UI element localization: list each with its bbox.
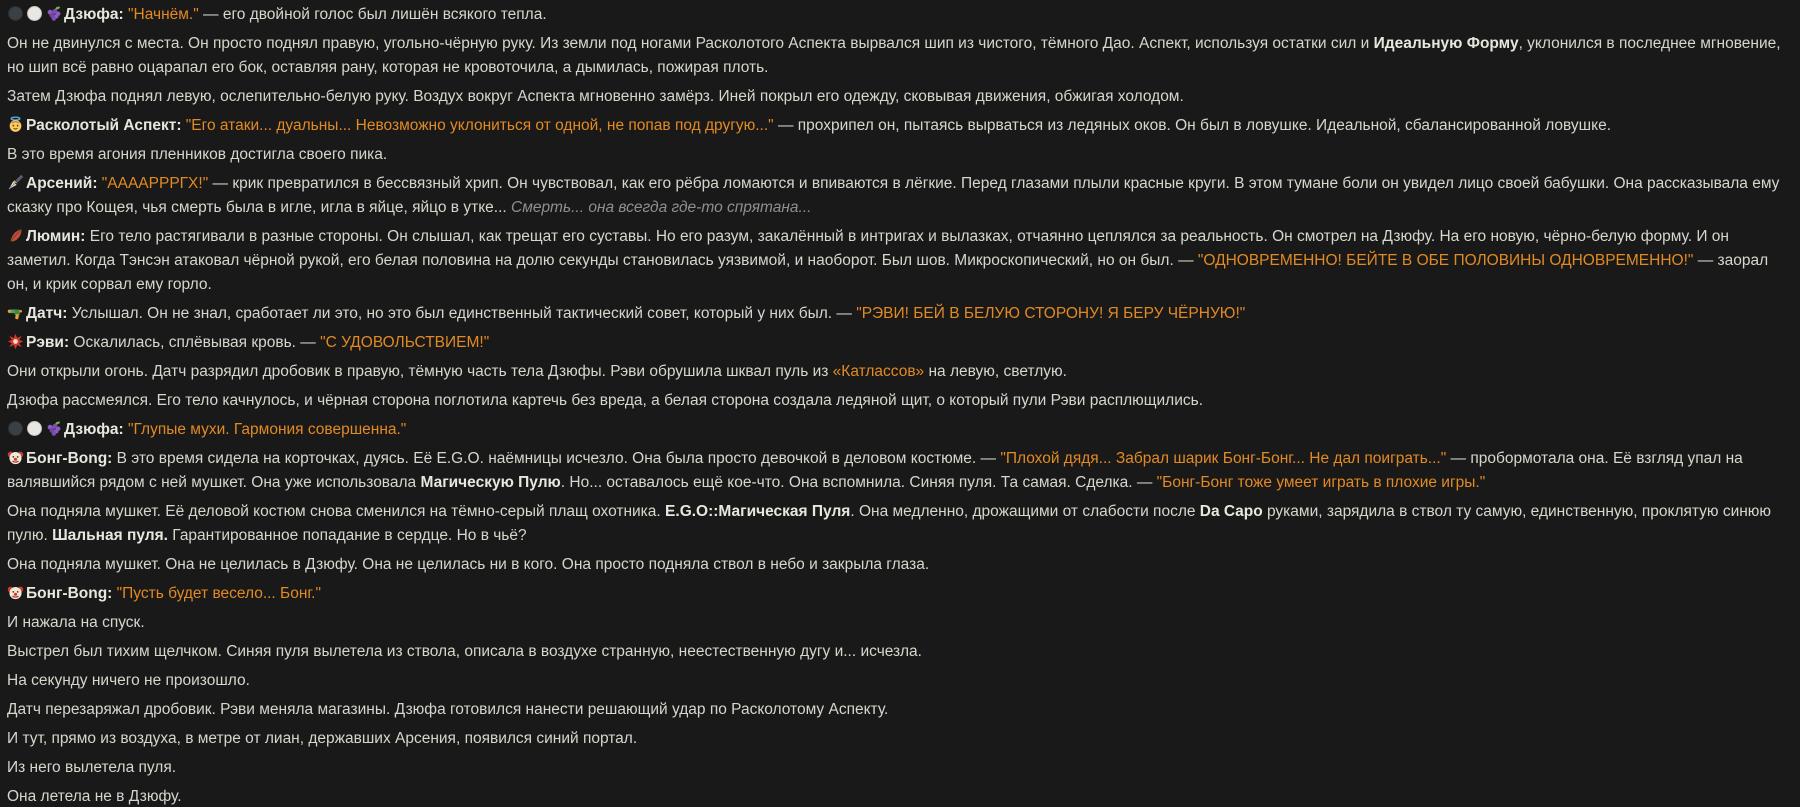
text-run: Шальная пуля. (52, 527, 168, 544)
paragraph (7, 85, 1788, 109)
paragraph (7, 756, 1788, 780)
text-run: Бонг-Bong: (26, 450, 113, 467)
text-run: Она подняла мушкет. Её деловой костюм снова сменился на тёмно-серый плащ охотника. (7, 503, 666, 520)
text-run: "Пусть будет весело... Бонг." (112, 585, 321, 602)
text-run: Дзюфа: (64, 421, 124, 438)
paragraph (7, 302, 1788, 326)
text-run: "С УДОВОЛЬСТВИЕМ!" (320, 334, 490, 351)
text-run: Услышал. Он не знал, сработает ли это, но это был единственный тактический совет, который у них был. — (67, 305, 857, 322)
text-run: . Она медленно, дрожащими от слабости после (850, 503, 1200, 520)
feather-icon (7, 227, 24, 244)
paragraph (7, 3, 1788, 27)
text-run: В это время сидела на корточках, дуясь. Её E.G.O. наёмницы исчезло. Она была просто девочкой в деловом костюме. — (112, 450, 1001, 467)
text-run: Она подняла мушкет. Она не целилась в Дзюфу. Она не целилась ни в кого. Она просто подняла ствол в небо и закрыла глаза. (7, 556, 930, 573)
text-run: руками, зарядила в ствол ту самую, единственную, проклятую синюю пулю. (7, 503, 1772, 544)
text-run: Датч перезаряжал дробовик. Рэви меняла магазины. Дзюфа готовился нанести решающий удар по Расколотому Аспекту. (7, 701, 889, 718)
paragraph (7, 172, 1788, 220)
text-run: Идеальную Форму (1373, 35, 1519, 52)
text-run: — крик превратился в бессвязный хрип. Он чувствовал, как его рёбра ломаются и впиваются в лёгкие. Перед глазами плыли красные круги. В этом тумане боли он увидел лицо своей бабушки. Она рассказывала ему сказку про Кощея, чья смерть была в игле, игла в яйце, яйцо в утке... (7, 175, 1780, 216)
text-run: — его двойной голос был лишён всякого тепла. (198, 6, 547, 23)
paragraph (7, 727, 1788, 751)
baby-angel-icon (7, 116, 24, 133)
text-run: . Но... оставалось ещё кое-что. Она вспомнила. Синяя пуля. Та самая. Сделка. — (560, 474, 1157, 491)
text-run: "ААААРРРГХ!" (97, 175, 209, 192)
text-run: — прохрипел он, пытаясь вырваться из ледяных оков. Он был в ловушке. Идеальной, сбалансированной ловушке. (773, 117, 1611, 134)
pen-nib-icon (7, 174, 24, 191)
clown-face-icon (7, 449, 24, 466)
white-circle-icon (26, 420, 43, 437)
text-run: "Начнём." (123, 6, 199, 23)
paragraph (7, 640, 1788, 664)
paragraph (7, 418, 1788, 442)
text-run: Оскалилась, сплёвывая кровь. — (69, 334, 321, 351)
text-run: "Плохой дядя... Забрал шарик Бонг-Бонг... Не дал поиграть..." (1000, 450, 1447, 467)
paragraph (7, 389, 1788, 413)
text-run: Дзюфа рассмеялся. Его тело качнулось, и чёрная сторона поглотила картечь без вреда, а белая сторона создала ледяной щит, о который пули Рэви расплющились. (7, 392, 1204, 409)
text-run: Арсений: (26, 175, 98, 192)
paragraph (7, 32, 1788, 80)
collision-icon (7, 333, 24, 350)
paragraph (7, 114, 1788, 138)
paragraph (7, 553, 1788, 577)
paragraph (7, 500, 1788, 548)
text-run: — пробормотала она. Её взгляд упал на валявшийся рядом с ней мушкет. Она уже использовала (7, 450, 1743, 491)
text-run: Расколотый Аспект: (26, 117, 182, 134)
text-run: Его тело растягивали в разные стороны. Он слышал, как трещат его суставы. Но его разум, закалённый в интригах и вылазках, отчаянно цеплялся за реальность. Он смотрел на Дзюфу. На его новую, чёрно-белую форму. И он заметил. Когда Тэнсэн атаковал чёрной рукой, его белая половина на долю секунды становилась уязвимой, и наоборот. Был шов. Микроскопический, но он был. — (7, 228, 1729, 269)
text-run: "Его атаки... дуальны... Невозможно уклониться от одной, не попав под другую..." (181, 117, 774, 134)
paragraph (7, 698, 1788, 722)
text-run: На секунду ничего не произошло. (7, 672, 250, 689)
paragraph (7, 669, 1788, 693)
text-run: Датч: (26, 305, 68, 322)
paragraph (7, 785, 1788, 807)
text-run: Бонг-Bong: (26, 585, 113, 602)
grapes-icon (45, 420, 62, 437)
paragraph (7, 331, 1788, 355)
text-run: на левую, светлую. (924, 363, 1067, 380)
text-run: Магическую Пулю (420, 474, 561, 491)
text-run: И нажала на спуск. (7, 614, 145, 631)
paragraph (7, 582, 1788, 606)
text-run: E.G.O::Магическая Пуля (665, 503, 851, 520)
text-run: "ОДНОВРЕМЕННО! БЕЙТЕ В ОБЕ ПОЛОВИНЫ ОДНОВРЕМЕННО!" (1197, 252, 1694, 269)
text-run: И тут, прямо из воздуха, в метре от лиан, державших Арсения, появился синий портал. (7, 730, 638, 747)
text-run: Дзюфа: (64, 6, 124, 23)
water-gun-icon (7, 304, 24, 321)
paragraph (7, 360, 1788, 384)
text-run: Смерть... она всегда где-то спрятана... (511, 199, 812, 216)
text-run: Она летела не в Дзюфу. (7, 788, 182, 805)
text-run: Они открыли огонь. Датч разрядил дробовик в правую, тёмную часть тела Дзюфы. Рэви обрушила шквал пуль из (7, 363, 833, 380)
grapes-icon (45, 5, 62, 22)
text-run: "Глупые мухи. Гармония совершенна." (123, 421, 407, 438)
text-run: Он не двинулся с места. Он просто поднял правую, угольно-чёрную руку. Из земли под ногами Расколотого Аспекта вырвался шип из чистого, тёмного Дао. Аспект, используя остатки сил и (7, 35, 1374, 52)
white-circle-icon (26, 5, 43, 22)
text-run: — заорал он, и крик сорвал ему горло. (7, 252, 1769, 293)
text-run: Затем Дзюфа поднял левую, ослепительно-белую руку. Воздух вокруг Аспекта мгновенно замёрз. Иней покрыл его одежду, сковывая движения, обжигая холодом. (7, 88, 1184, 105)
text-run: В это время агония пленников достигла своего пика. (7, 146, 388, 163)
paragraph (7, 225, 1788, 297)
text-run: Рэви: (26, 334, 70, 351)
text-run: Люмин: (26, 228, 86, 245)
text-run: Гарантированное попадание в сердце. Но в чьё? (167, 527, 527, 544)
text-run: "Бонг-Бонг тоже умеет играть в плохие игры." (1156, 474, 1486, 491)
black-circle-icon (7, 420, 24, 437)
black-circle-icon (7, 5, 24, 22)
text-run: Из него вылетела пуля. (7, 759, 177, 776)
text-run: Da Capo (1199, 503, 1263, 520)
text-run: «Катлассов» (832, 363, 925, 380)
paragraph (7, 447, 1788, 495)
text-run: Выстрел был тихим щелчком. Синяя пуля вылетела из ствола, описала в воздухе странную, неестественную дугу и... исчезла. (7, 643, 922, 660)
paragraph (7, 143, 1788, 167)
paragraph (7, 611, 1788, 635)
text-run: "РЭВИ! БЕЙ В БЕЛУЮ СТОРОНУ! Я БЕРУ ЧЁРНУЮ!" (856, 305, 1246, 322)
text-run: , уклонился в последнее мгновение, но шип всё равно оцарапал его бок, оставляя рану, которая не кровоточила, а дымилась, пожирая плоть. (7, 35, 1781, 76)
clown-face-icon (7, 584, 24, 601)
